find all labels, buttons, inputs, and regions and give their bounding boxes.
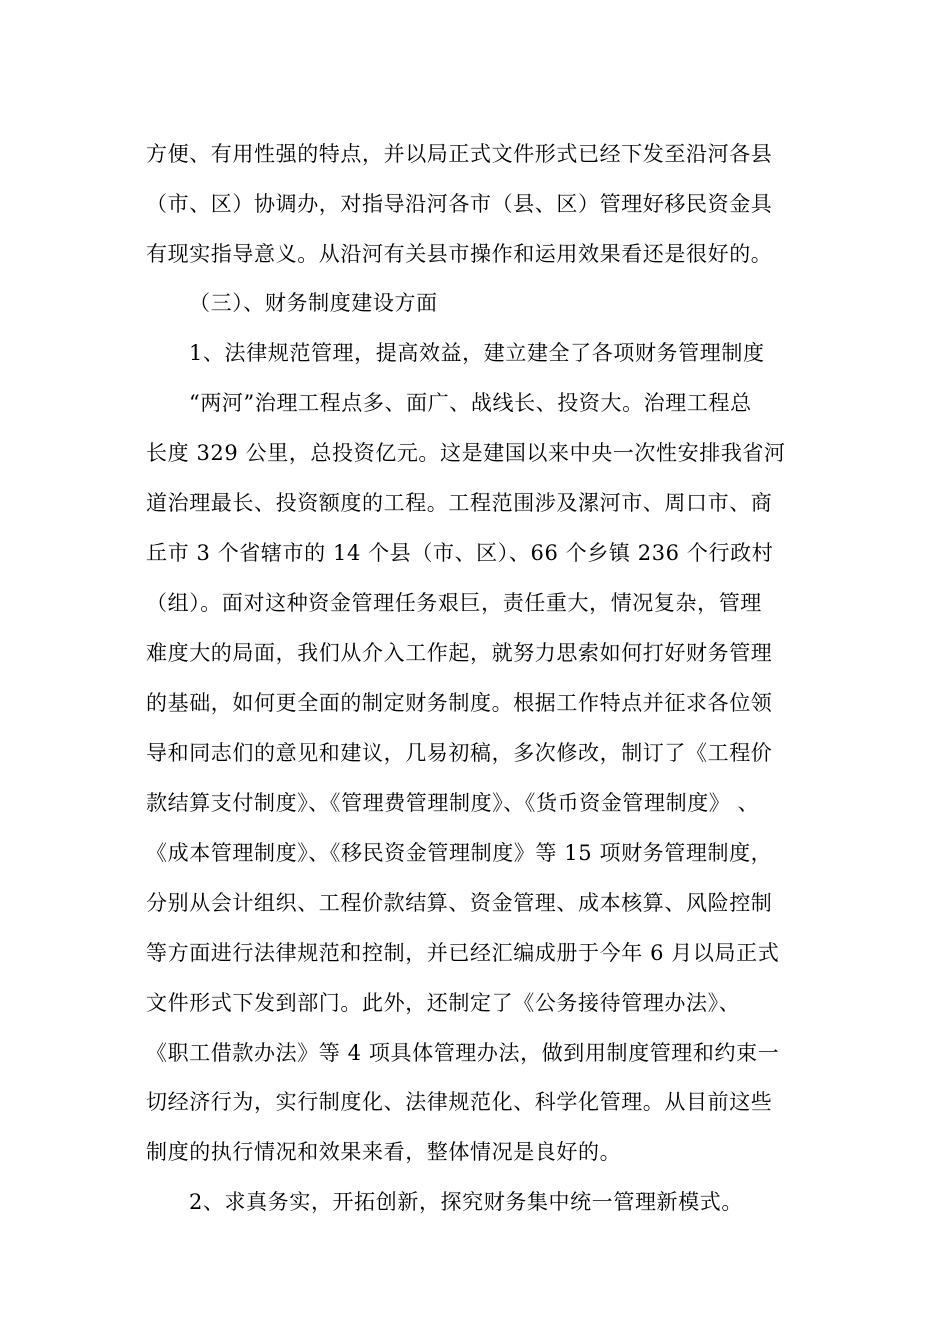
paragraph-line: 《成本管理制度》、《移民资金管理制度》等 15 项财务管理制度， <box>146 841 773 865</box>
paragraph-line: 等方面进行法律规范和控制，并已经汇编成册于今年 6 月以局正式 <box>146 941 780 965</box>
paragraph-line: 款结算支付制度》、《管理费管理制度》、《货币资金管理制度》 、 <box>146 791 760 815</box>
paragraph-line: 切经济行为，实行制度化、法律规范化、科学化管理。从目前这些 <box>146 1090 773 1114</box>
paragraph-line: 丘市 3 个省辖市的 14 个县（市、区）、66 个乡镇 236 个行政村 <box>146 541 774 565</box>
section-heading: （三）、财务制度建设方面 <box>189 291 438 315</box>
paragraph-line: 《职工借款办法》等 4 项具体管理办法，做到用制度管理和约束一 <box>146 1041 780 1065</box>
subsection-heading: 1、法律规范管理，提高效益，建立建全了各项财务管理制度 <box>189 341 765 365</box>
paragraph-line: “两河”治理工程点多、面广、战线长、投资大。治理工程总 <box>189 391 752 415</box>
paragraph-line: 制度的执行情况和效果来看，整体情况是良好的。 <box>146 1140 622 1164</box>
paragraph-line: 长度 329 公里，总投资亿元。这是建国以来中央一次性安排我省河 <box>146 441 786 465</box>
paragraph-line: 方便、有用性强的特点，并以局正式文件形式已经下发至沿河各县 <box>146 142 773 166</box>
paragraph-line: 道治理最长、投资额度的工程。工程范围涉及漯河市、周口市、商 <box>146 491 773 515</box>
paragraph-line: 难度大的局面，我们从介入工作起，就努力思索如何打好财务管理 <box>146 641 773 665</box>
paragraph-line: （市、区）协调办，对指导沿河各市（县、区）管理好移民资金具 <box>146 192 773 216</box>
paragraph-line: （组）。面对这种资金管理任务艰巨，责任重大，情况复杂，管理 <box>146 591 762 615</box>
paragraph-line: 有现实指导意义。从沿河有关县市操作和运用效果看还是很好的。 <box>146 242 773 266</box>
paragraph-line: 文件形式下发到部门。此外，还制定了《公务接待管理办法》、 <box>146 991 741 1015</box>
paragraph-line: 的基础，如何更全面的制定财务制度。根据工作特点并征求各位领 <box>146 691 773 715</box>
subsection-heading: 2、求真务实，开拓创新，探究财务集中统一管理新模式。 <box>189 1190 743 1214</box>
paragraph-line: 分别从会计组织、工程价款结算、资金管理、成本核算、风险控制 <box>146 891 773 915</box>
paragraph-line: 导和同志们的意见和建议，几易初稿，多次修改，制订了《工程价 <box>146 741 773 765</box>
